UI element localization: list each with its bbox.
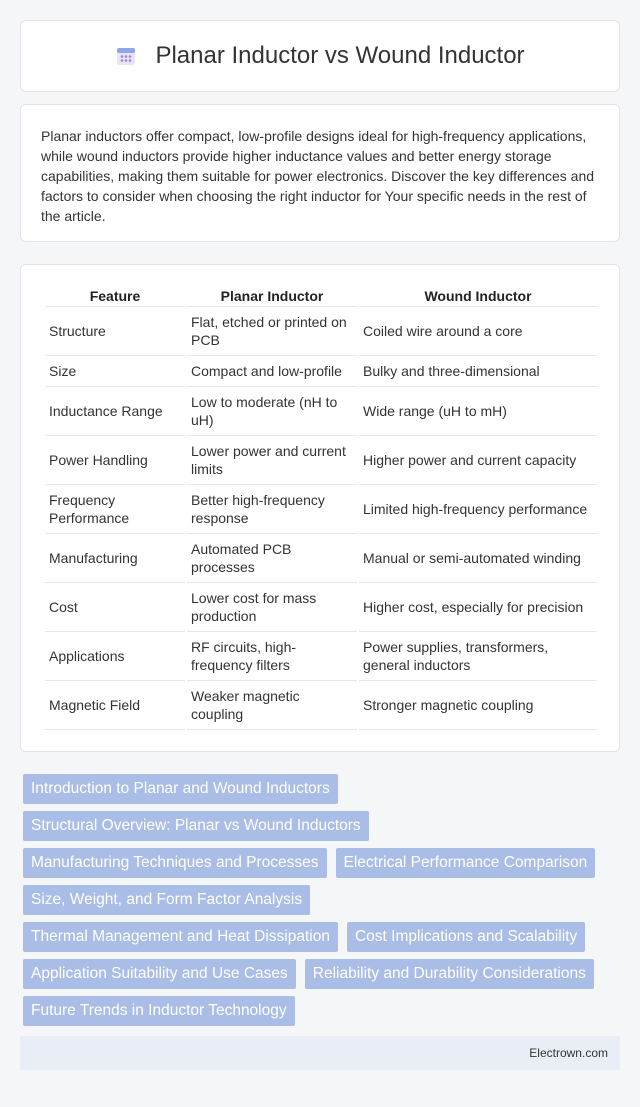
table-cell: Lower cost for mass production	[187, 583, 357, 632]
table-cell: Power Handling	[45, 436, 185, 485]
table-cell: Compact and low-profile	[187, 356, 357, 387]
table-cell: Lower power and current limits	[187, 436, 357, 485]
topic-tags	[20, 774, 620, 1033]
tag-manufacturing[interactable]: Manufacturing Techniques and Processes	[23, 848, 327, 878]
table-header-wound: Wound Inductor	[359, 285, 597, 307]
table-cell: Wide range (uH to mH)	[359, 387, 597, 436]
footer	[20, 1036, 620, 1070]
table-cell: Structure	[45, 307, 185, 356]
table-cell: Size	[45, 356, 185, 387]
table-header-planar: Planar Inductor	[187, 285, 357, 307]
table-cell: Power supplies, transformers, general inductors	[359, 632, 597, 681]
table-cell: Magnetic Field	[45, 681, 185, 730]
tag-size-weight[interactable]: Size, Weight, and Form Factor Analysis	[23, 885, 310, 915]
table-cell: Weaker magnetic coupling	[187, 681, 357, 730]
table-cell: Inductance Range	[45, 387, 185, 436]
comparison-table	[43, 285, 599, 730]
table-row	[45, 681, 597, 730]
table-cell: Automated PCB processes	[187, 534, 357, 583]
table-row	[45, 632, 597, 681]
intro-text: Planar inductors offer compact, low-profile designs ideal for high-frequency applications, while wound inductors provide higher inductance values and better energy storage capabilities, making them suitable for power electronics. Discover the key differences and factors to consider when choosing the right inductor for Your specific needs in the rest of the article.	[41, 128, 595, 224]
calendar-icon	[115, 45, 137, 67]
table-cell: Bulky and three-dimensional	[359, 356, 597, 387]
tag-future-trends[interactable]: Future Trends in Inductor Technology	[23, 996, 295, 1026]
intro-card	[20, 104, 620, 242]
page-title: Planar Inductor vs Wound Inductor	[155, 42, 525, 69]
table-cell: Manufacturing	[45, 534, 185, 583]
table-cell: RF circuits, high-frequency filters	[187, 632, 357, 681]
footer-site: Electrown.com	[529, 1046, 608, 1060]
comparison-table-card	[20, 264, 620, 752]
table-row	[45, 307, 597, 356]
table-cell: Low to moderate (nH to uH)	[187, 387, 357, 436]
tag-thermal-management[interactable]: Thermal Management and Heat Dissipation	[23, 922, 338, 952]
tag-introduction[interactable]: Introduction to Planar and Wound Inductors	[23, 774, 338, 804]
tag-cost-implications[interactable]: Cost Implications and Scalability	[347, 922, 585, 952]
tag-reliability[interactable]: Reliability and Durability Considerations	[305, 959, 594, 989]
table-cell: Higher power and current capacity	[359, 436, 597, 485]
table-cell: Higher cost, especially for precision	[359, 583, 597, 632]
table-row	[45, 583, 597, 632]
table-row	[45, 485, 597, 534]
table-cell: Better high-frequency response	[187, 485, 357, 534]
table-cell: Manual or semi-automated winding	[359, 534, 597, 583]
table-row	[45, 534, 597, 583]
tag-application-suitability[interactable]: Application Suitability and Use Cases	[23, 959, 296, 989]
header-card	[20, 20, 620, 92]
table-header-feature: Feature	[45, 285, 185, 307]
table-cell: Stronger magnetic coupling	[359, 681, 597, 730]
table-cell: Flat, etched or printed on PCB	[187, 307, 357, 356]
table-cell: Coiled wire around a core	[359, 307, 597, 356]
table-row	[45, 436, 597, 485]
table-cell: Limited high-frequency performance	[359, 485, 597, 534]
table-cell: Applications	[45, 632, 185, 681]
tag-electrical-performance[interactable]: Electrical Performance Comparison	[336, 848, 596, 878]
table-cell: Frequency Performance	[45, 485, 185, 534]
table-row	[45, 387, 597, 436]
table-header-row	[45, 285, 597, 307]
table-cell: Cost	[45, 583, 185, 632]
table-row	[45, 356, 597, 387]
tag-structural-overview[interactable]: Structural Overview: Planar vs Wound Inductors	[23, 811, 369, 841]
